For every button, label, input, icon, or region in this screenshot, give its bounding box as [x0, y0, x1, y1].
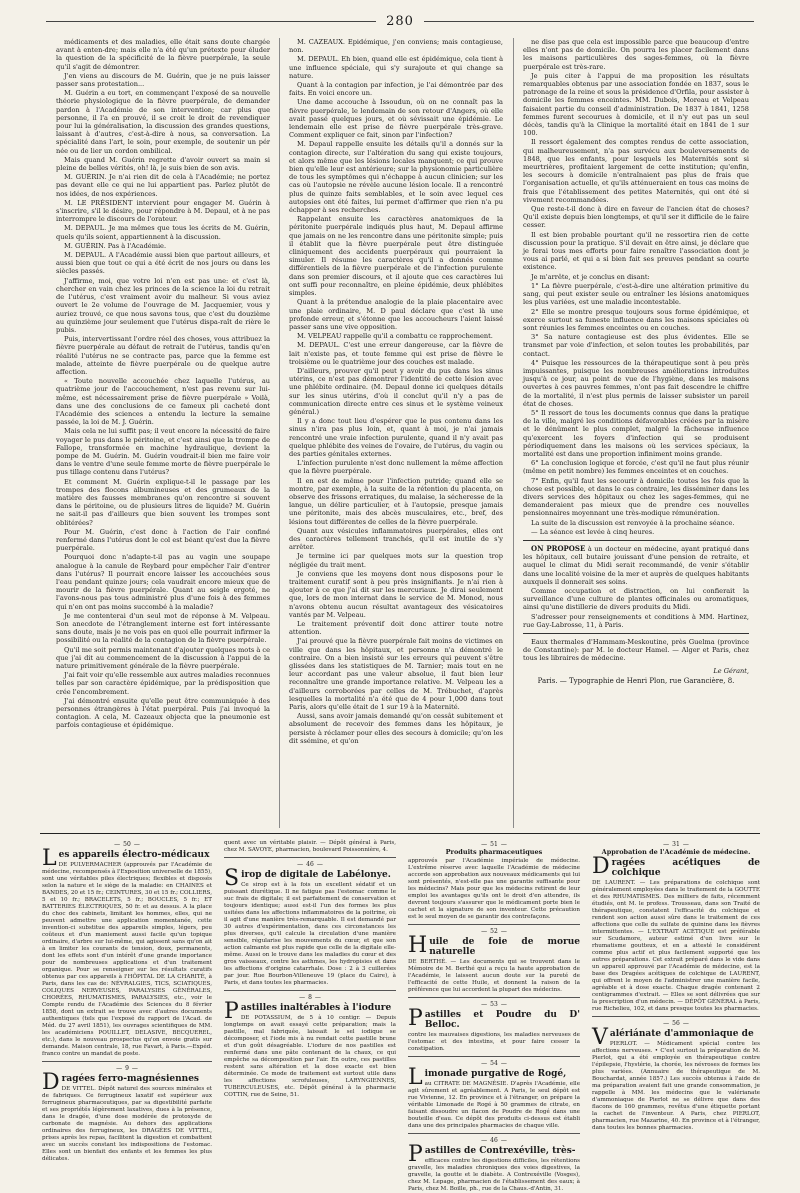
ad-heading	[408, 1006, 580, 1031]
article-paragraph: Et comment M. Guérin explique-t-il le passage par les trompes des flocons albumineuses et des grumeaux de la matière des fausses membranes qu'on rencontre si souvent dans le péritoine, ou de plusieurs litres de liquide? M. Guérin ne sait-il pas d'ailleurs que bien souvent les trompes sont oblitérées?	[56, 477, 270, 527]
article-paragraph: M. DEPAUL. Eh bien, quand elle est épidémique, cela tient à une influence spéciale, qui s'y surajoute et qui change sa nature.	[289, 55, 503, 80]
ad-number: — 31 —	[592, 841, 760, 848]
article-paragraph: Rappelant ensuite les caractères anatomiques de la péritonite puerpérale indiqués plus haut, M. Depaul affirme que jamais on ne les rencontre dans une péritonite simple; puis il établit que la fièvre puerpérale peut être distinguée cliniquement des accidents puerpéraux qui pourraient la simuler. Il résume les caractères qu'il a donnés comme différentiels de la fièvre puerpérale et de l'infection purulente dans son premier discours, et il ajoute que ces caractères lui ont suffi pour reconnaître, en pleine épidémie, deux phlébites simples.	[289, 215, 503, 298]
middle-column	[289, 38, 503, 828]
article-paragraph: 2° Elle se montre presque toujours sous forme épidémique, et exerce surtout sa funeste influence dans les maisons spéciales où sont réunies les femmes enceintes ou en couches.	[523, 307, 749, 332]
ad-heading-text: uile de foie de morue naturelle	[429, 937, 580, 957]
advertisement-column	[408, 840, 580, 1192]
article-paragraph: L'infection purulente n'est donc nullement la même affection que la fièvre puerpérale.	[289, 459, 503, 476]
drop-cap: P	[408, 1006, 423, 1031]
article-paragraph: Puis, intervertissant l'ordre réel des choses, vous attribuez la fièvre puerpérale au défaut de retrait de l'utérus, tandis qu'en réalité l'utérus ne se contracte pas, parce que la femme est malade, atteinte de fièvre puerpérale ou de quelque autre affection.	[56, 335, 270, 376]
drop-cap: L	[42, 846, 57, 871]
ad-text: DE VITTEL. Dépôt naturel des sources minérales et de fabriques. Ce ferrugineux laxatif est supérieur aux ferrugineux pharmaceutiques, par sa digestibilité parfaite et ses propriétés légèrement laxatives, dues à la présence, dans le dragée, d'une dose modérée de protoxyde de carbonate de magnésie. Au dehors des applications ordinaires des ferrugineux, les DRAGÉES DE VITTEL, prises après les repas, facilitent la digestion et combattent avec un succès constant les indispositions de l'estomac. Elles sont un bienfait des enfants et les femmes les plus délicates.	[42, 1086, 212, 1162]
article-paragraph: Je termine ici par quelques mots sur la question trop négligée du trait ment.	[289, 552, 503, 569]
article-paragraph: « Toute nouvelle accouchée chez laquelle l'utérus, au quatrième jour de l'accouchement, n'est pas revenu sur lui-même, est nécessairement prise de fièvre puerpérale » Voilà, dans une des conclusions de ce fameux pli cacheté dont l'Académie des sciences a entendu la lecture la semaine passée, la loi de M. J. Guérin.	[56, 377, 270, 427]
ad-heading	[42, 1070, 212, 1095]
article-paragraph: 6° La conclusion logique et forcée, c'est qu'il ne faut plus réunir (même en petit nombre) les femmes enceintes et en couches.	[523, 459, 749, 476]
article-paragraph: Une dame accouche à Issoudun, où on ne connaît pas la fièvre puerpérale, le lendemain de son retour d'Angers, où elle avait passé quelques jours, et où sévissait une épidémie. Le lendemain elle est prise de fièvre puerpérale très-grave. Comment expliquer ce fait, sinon par l'infection?	[289, 98, 503, 140]
notice-paragraph	[523, 545, 749, 586]
article-paragraph: Mais quand M. Guérin regrette d'avoir ouvert sa main si pleine de belles vérités, oh! là, je suis bien de son avis.	[56, 155, 270, 173]
ad-number: — 51 —	[408, 841, 580, 848]
article-paragraph: Je m'arrête, et je conclus en disant:	[531, 272, 650, 281]
ad-heading-text: ragées ferro-magnésiennes	[61, 1074, 199, 1084]
drop-cap: P	[224, 999, 239, 1024]
notice-text-3: S'adresser pour renseignements et conditions à MM. Hartinez, rue Gay-Labrosse, 11, à Paris.	[523, 612, 749, 629]
ad-heading-text: astilles et Poudre du D' Belloc.	[424, 1010, 580, 1030]
ad-title: Approbation de l'Académie de médecine.	[601, 848, 751, 856]
article-paragraph: M. Guérin a eu tort, en commençant l'exposé de sa nouvelle théorie physiologique de la fièvre puerpérale, de demander pardon à l'Académie de son intervention; car plus que personne, il l'a en prouvé, il se croit le droit de revendiquer pour lui la généralisation, la discussion des grandes questions, laissant à d'autres, c'est-à-dire à nous, sa conversation. La spécialité dans l'art, le soin, pour exemple, de soutenir un pér née ou de lier un cordon ombilical.	[56, 89, 270, 155]
ad-number: — 52 —	[408, 928, 580, 935]
article-paragraph: La suite de la discussion est renvoyée à la prochaine séance.	[531, 518, 735, 527]
article-paragraph: Il y a donc tout lieu d'espérer que le pus contenu dans les sinus n'ira pas plus loin, et, quant à moi, je n'ai jamais rencontré une vraie infection purulente, quand il n'y avait pas quelque phlébite des veines de l'ovaire, de l'utérus, du vagin ou des parties génitales externes.	[289, 417, 503, 458]
article-paragraph: Pourquoi donc n'adapte-t-il pas au vagin une soupape analogue à la canule de Reybard pour empêcher l'air d'entrer dans l'utérus? Il pourrait encore laisser les accouchées sous l'eau pendant quinze jours; cela vaudrait encore mieux que de mourir de la fièvre puerpérale. Quant au seigle ergoté, ne l'avons-nous pas tous administré plus d'une fois à des femmes qui n'en ont pas moins succombé à la maladie?	[56, 553, 270, 611]
advertisement-rule	[40, 833, 760, 834]
ad-divider	[408, 1056, 580, 1057]
ad-heading-text: es appareils électro-médicaux	[58, 850, 210, 860]
ad-text: contre les mauvaises digestions, les maladies nerveuses de l'estomac et des intestins, et pour faire cesser la constipation.	[408, 1032, 580, 1052]
article-paragraph: M. DEPAUL. Je ma mêmes que tous les écrits de M. Guérin, quels qu'ils soient, appartiennent à la discussion.	[56, 224, 270, 241]
ad-number: — 54 —	[408, 1060, 580, 1067]
article-paragraph: ne dise pas que cela est impossible parce que beaucoup d'entre elles n'ont pas de domicile. On pourra les placer facilement dans les maisons particulières des sages-femmes, où la fièvre puerpérale est très-rare.	[523, 38, 749, 71]
ad-heading-text: alériánate d'ammoniaque de	[609, 1029, 754, 1039]
ad-heading-text: astilles inaltérables à l'iodure	[240, 1003, 392, 1013]
article-paragraph: 1° La fièvre puerpérale, c'est-à-dire une altération primitive du sang, qui peut exister seule ou entraîner les lésions anatomiques les plus variées, est une maladie incontestable.	[523, 281, 749, 307]
ad-heading	[592, 854, 760, 879]
drop-cap: D	[42, 1070, 60, 1095]
ad-number: — 50 —	[42, 841, 212, 848]
ad-text: DE PULVERMACHER (approuvés par l'Académie de médecine, recompensés à l'Exposition universelle de 1855), sont une véritables piles électriques; flexibles et disposés selon la nature et le siège de la maladie: en CHAINES et BANDES, 20 et 15 fr.; CEINTURES, 30 et 15 fr.; COLLIERS, 5 et 10 fr.; BRACELETS, 5 fr.; BOUCLES, 5 fr.; ET BATTERIES ÉLECTRIQUES, 50 fr. et au dessus. A la place du choc des cabinets, limitant les hommes, elles, qui ne peuvent admettre une application momentanée, cette invention-ci substitue des appareils simples, légers, peu coûteux et d'un maniement aussi facile qu'un topique ordinaire, d'arbre sur lui-même, qui agissent sans qu'on ait à en limiter les courants de tension, doux, permanents, dont les effets sont d'un intérêt d'une grande importance pour de nombreuses applications et d'un traitement organique. Pour se renseigner sur les résultats curatifs obtenus par ces appareils à l'HÔPITAL DE LA CHARITÉ, à Paris, dans les cas de: NÉVRALGIES, TICS, SCIATIQUES, COLIQUES NERVEUSES, PARALYSIES GÉNÉRALES, CHORÉES, RHUMATISMES, PARALYSIES, etc., voir le Compte rendu de l'Académie des Sciences du 8 février 1858, dont un extrait se trouve avec d'autres documents authentiques (tels que l'exposé du rapport de l'Acad. de Méd. du 27 avril 1851), les ouvrages scientifiques de MM. les académiciens POUILLET, DELASIVE, BECQUEREL, etc.), dans le nouveau prospectus qu'on envoie gratis sur demande. Maison centrale, 18, rue Favart, à Paris.—Expéd. franco contre un mandat de poste.	[42, 862, 212, 1057]
ad-heading	[224, 866, 396, 891]
notice-title: ON PROPOSE	[531, 543, 586, 553]
advertisement-column	[592, 840, 760, 1180]
article-paragraph: Quant à la prétendue analogie de la plaie placentaire avec une plaie ordinaire, M. D paul déclare que c'est là une profonde erreur, et s'étonne que les accoucheurs l'aient laissé passer sans une vive opposition.	[289, 298, 503, 331]
drop-cap: S	[224, 866, 240, 891]
ad-text: DE POTASSIUM, de 5 à 10 centigr. — Depuis longtemps on avait essayé cette préparation; mais la pastille, mal fabriquée, laissait le sel iodique se décomposer, et l'iode mis à nu rendait cette pastille brune et d'un goût désagréable. L'iodure de nos pastilles est renfermé dans une pâte contenant de la chaux, ce qui empêche sa décomposition par l'air. En outre, ces pastilles restent sans altération et la dose exacte est bien déterminée. Ce mode de traitement est surtout utile dans les affections scrofuleuses, LARYNGIENNES, TUBERCULEUSES, etc. Dépôt général à la pharmacie COTTIN, rue de Seine, 51.	[224, 1015, 396, 1098]
ad-title: Produits pharmaceutiques	[445, 848, 543, 856]
ad-divider	[224, 990, 396, 991]
section-divider	[523, 633, 749, 634]
article-paragraph: J'ai démontré ensuite qu'elle peut être communiquée à des personnes étrangères à l'état puerpéral. Puis j'ai invoqué la contagion. A cela, M. Cazeaux objecta que la pneumonie est parfois contagieuse et épidémique.	[56, 696, 270, 730]
article-paragraph: Le traitement préventif doit donc attirer toute notre attention.	[289, 620, 503, 637]
ad-number: — 46 —	[224, 861, 396, 868]
article-paragraph: Je conviens que les moyens dont nous disposons pour le traitement curatif sont à peu près insignifiants. Je n'ai rien à ajouter à ce que j'ai dit sur les mercuriaux. Je dirai seulement que, lors de mon internat dans le service de M. Monod, nous n'avons obtenu aucun résultat avantageux des vésicatoires vantés par M. Velpeau.	[289, 569, 503, 619]
article-paragraph: Il est bien probable pourtant qu'il ne ressortira rien de cette discussion pour la pratique. S'il devait en être ainsi, je déclare que je ferai tous mes efforts pour faire renaître l'association dont je vous ai parlé, et qui a si bien fait ses preuves pendant sa courte existence.	[523, 230, 749, 272]
page-number: 280	[0, 14, 800, 29]
section-divider	[523, 540, 749, 541]
article-paragraph: Pour M. Guérin, c'est donc à l'action de l'air confiné renfermé dans l'utérus dont le col est béant qu'est due la fièvre puerpérale.	[56, 527, 270, 553]
advertisement-column	[42, 840, 212, 1180]
ad-number: — 8 —	[224, 994, 396, 1001]
ad-heading	[408, 1065, 580, 1090]
notice-text: à un docteur en médecine, ayant pratiqué dans les hôpitaux, cell butaire jouissant d'une pension de retraite, et auquel le climat du Midi serait recommandé, de venir s'établir dans une localité voisine de la mer et auprès de quelques habitants auxquels il donnerait ses soins.	[523, 544, 749, 586]
article-paragraph: Que reste-t-il donc à dire en faveur de l'ancien état de choses? Qu'il existe depuis bien longtemps, et qu'il ser it difficile de le faire cesser.	[523, 205, 749, 230]
ad-text: au CITRATE DE MAGNÉSIE. D'après l'Académie, elle agit sûrement et agréablement. A Paris, le seul dépôt est rue Vivienne, 12. En province et à l'étranger, on prépare la véritable Limonade de Rogé à 50 grammes de citrate, en faisant dissoudre un flacon de Poudre de Rogé dans une bouteille d'eau. Ce dépôt des produits ci-dessus est établi dans une des principales pharmacies de chaque ville.	[408, 1081, 580, 1129]
article-paragraph: J'en viens au discours de M. Guérin, que je ne puis laisser passer sans protestation...	[56, 71, 270, 89]
notice-text-2: Comme occupation et distraction, on lui confierait la surveillance d'une culture de plantes officinales ou aromatiques, ainsi qu'une distillerie de divers produits du Midi.	[523, 587, 749, 612]
ad-divider	[408, 1133, 580, 1134]
ad-heading	[42, 846, 212, 871]
article-paragraph: M. LE PRÉSIDENT intervient pour engager M. Guérin à s'inscrire, s'il le désire, pour répondre à M. Depaul, et à ne pas interrompre le discours de l'orateur.	[56, 198, 270, 224]
article-paragraph: Mais cela ne lui suffit pas; il veut encore la nécessité de faire voyager le pus dans le péritoine, et c'est ainsi que la trompe de Fallope, transformée en machine hydraulique, devient la pompe de M. Guérin. M. Guérin voudrait-il bien me faire voir dans le ventre d'une seule femme morte de fièvre puerpérale le pus tillage contenu dans l'utérus?	[56, 427, 270, 477]
ad-divider	[42, 1061, 212, 1062]
article-paragraph: médicaments et des maladies, elle était sans doute chargée avant à enten-dre; mais elle n'a été qu'un prétexte pour éluder la question de la spécificité de la fièvre puerpérale, la seule qu'il s'agit de démontrer.	[56, 38, 270, 71]
article-paragraph: 4° Puisque les ressources de la thérapeutique sont à peu près impuissantes, puisque les nombreuses améliorations introduites jusqu'à ce jour, au point de vue de l'hygiène, dans les maisons ouvertes à ces pauvres femmes, n'ont pas fait descendre le chiffre de la mortalité, il n'est plus permis de laisser subsister un pareil état de choses.	[523, 358, 749, 408]
article-paragraph: Je puis citer à l'appui de ma proposition les résultats remarquables obtenus par une association fondée en 1837, sous le patronage de la reine et sous la présidence d'Orfila, pour assister à domicile les femmes enceintes. MM. Dubois, Moreau et Velpeau faisaient partie du conseil d'administration. De 1837 à 1841, 1258 femmes furent secourues à domicile, et il n'y eut pas un seul décès, tandis qu'à la Clinique la mortalité était en 1841 de 1 sur 100.	[523, 71, 749, 138]
ad-text: Ce sirop est à la fois un excellent sédatif et un puissant diurétique. Il ne fatigue pas l'estomac comme le suc frais de digitale; il est parfaitement de conservation et toujours identique; aussi est-il l'un des formes les plus usitées dans les affections inflammatoires de la poitrine, où il agit d'une manière très-remarquable. Il est demandé par 30 autres d'expérimentation, dans ces circonstances les plus diverses, qu'il calcule la circulation d'une manière sensible, régularise les mouvements du cœur, et que son action calmante est plus rapide que celle de la digitale elle-même. Aussi on le trouve dans les maladies du cœur et des gros vaisseaux, contre les asthmes, les hydropisies et dans les affections d'origine catarrhale. Dose : 2 à 3 cuillerées par jour. Rue Bourbon-Villeneuve 19 (place du Caire), à Paris, et dans toutes les pharmacies.	[224, 882, 396, 986]
ad-divider	[408, 997, 580, 998]
eaux-notice: Eaux thermales d'Hammam-Meskoutine, près Guelma (province de Constantine): par M. le docteur Hamel. — Alger et Paris, chez tous les libraires de médecine.	[523, 638, 749, 663]
article-paragraph: J'ai fait voir qu'elle ressemble aux autres maladies reconnues telles par son caractère épidémique, par la prédisposition que crée l'encombrement.	[56, 671, 270, 696]
ad-heading	[224, 999, 396, 1024]
ad-text: DE BERTHÉ. — Les documents qui se trouvent dans le Mémoire de M. Berthé qui a reçu la haute approbation de l'Académie, le laissent aucun doute sur la pureté de l'efficacité de cette Huile, et donnent la raison de la préférence que lui accordent la plupart des médecins.	[408, 959, 580, 993]
article-paragraph: M. GUÉRIN. Je n'ai rien dit de cela à l'Académie; ne portez pas devant elle ce qui ne lui appartient pas. Parlez plutôt de nos idées, de nos expériences.	[56, 173, 270, 198]
ad-divider	[224, 857, 396, 858]
ad-text: PIERLOT. — Médicament spécial contre les affections nerveuses. • C'est surtout la préparation de M. Pierlot, qui a été employée en thérapeutique contre l'épilepsie, l'hystérie, la chorée, les névroses de formes les plus variées. (Annuaire de thérapeutique de M. Bouchardat, année 1857.) Les succès obtenus à l'aide de ma préparation avaient fait une grande consommation, je rappelle à MM. les médecins que le valérianate d'ammoniaque de Pierlot ne se délivre que dans des flacons de 160 grammes, revêtus d'une étiquette portant la cachet de l'inventeur. A Paris, chez PIERLOT, pharmacien, rue Mazarine, 40. En province et à l'étranger, dans toutes les bonnes pharmacies.	[592, 1041, 760, 1131]
article-paragraph: 7° Enfin, qu'il faut les secourir à domicile toutes les fois que la chose est possible, et dans le cas contraire, les disséminer dans les divers services des hôpitaux ou chez les sages-femmes, qui ne demanderaient pas mieux que de prendre ces nouvelles pensionnaires moyennant une très-modique rémunération.	[523, 476, 749, 518]
ad-heading-text: imonade purgative de Rogé,	[424, 1069, 567, 1079]
article-paragraph: D'ailleurs, prouver qu'il peut y avoir du pus dans les sinus utérins, ce n'est pas démontrer l'identité de cette lésion avec une phlébite ordinaire. (M. Depaul donne ici quelques détails sur les sinus utérins, d'où il conclut qu'il n'y a pas de communication directe entre ces sinus et le système veineux général.)	[289, 366, 503, 416]
drop-cap: L	[408, 1065, 423, 1090]
article-paragraph: Qu'il me soit permis maintenant d'ajouter quelques mots à ce que j'ai dit au commencement de la discussion à l'appui de la nature primitivement générale de la fièvre puerpérale.	[56, 645, 270, 671]
ad-divider	[592, 1016, 760, 1017]
signoff	[523, 667, 749, 685]
article-paragraph: 3° Sa nature contagieuse est des plus évidentes. Elle se transmet par voie d'infection, et selon toutes les probabilités, par contact.	[523, 333, 749, 358]
article-paragraph: M. VELPEAU rappelle qu'il a combattu ce rapprochement.	[297, 332, 493, 341]
article-paragraph: M. Depaul rappelle ensuite les détails qu'il a donnés sur la contagion directe, sur l'altération du sang qui existe toujours, et alors même que les lésions locales manquent; ce qui prouve bien qu'elle leur est antérieure; sur la physionomie particulière de tous les symptômes qui n'échappe à aucun clinicien; sur les cas où l'autopsie ne révèle aucune lésion locale. Il a rencontré plus de quinze faits semblables, et le soin avec lequel ces autopsies ont été faites, lui permet d'affirmer que rien n'a pu échapper à ses recherches.	[289, 140, 503, 215]
article-paragraph: Il en est de même pour l'infection putride; quand elle se montre, par exemple, à la suite de la rétention du placenta, on observe des frissons erratiques, du malaise, la sécheresse de la langue, un délire particulier, et à l'autopsie, presque jamais une péritonite, mais des abcès musculaires, etc., bref, des lésions tout différentes de celles de la fièvre puerpérale.	[289, 476, 503, 526]
ad-heading	[592, 1025, 760, 1050]
left-column	[56, 38, 270, 828]
ad-heading-text: ragées acétiques de colchique	[611, 858, 760, 878]
right-column-text	[523, 38, 749, 536]
ad-number: — 56 —	[592, 1020, 760, 1027]
drop-cap: H	[408, 933, 428, 958]
article-paragraph: J'affirme, moi, que votre loi n'en est pas une: et c'est là, chercher en vain chez les princes de la science la loi du retrait de l'utérus, c'est vraiment avoir du malheur. Si vous aviez ouvert le 2e volume de l'ouvrage de M. Jacquemier, vous y auriez trouvé, ce que nous savons tous, que c'est du douzième au quinzième jour seulement que l'utérus dispa-raît de rière le pubis.	[56, 276, 270, 334]
article-paragraph: M. DEPAUL. C'est une erreur dangereuse, car la fièvre de lait n'existe pas, et toute femme qui est prise de fièvre le troisième ou le quatrième jour des couches est malade.	[289, 341, 503, 366]
article-paragraph: Je me contenterai d'un seul mot de réponse à M. Velpeau. Son anecdote de l'étranglement interne est fort intéressante sans doute, mais je ne vois pas en quoi elle pourrait infirmer la possibilité ou la réalité de la contagion de la fièvre puerpérale.	[56, 611, 270, 645]
drop-cap: D	[592, 854, 610, 879]
article-paragraph: Il ressort également des comptes rendus de cette association, qui malheureusement, n'a pas survécu aux bouleversements de 1848, que les enfants, pour lesquels les Maternités sont si meurtrières, profitaient largement de cette institution; qu'enfin, les secours à domicile n'entraînaient pas plus de frais que l'organisation actuelle, et qu'ils atténueraient en tous cas moins de frais que l'établissement des petites Maternités, qui ont été si vivement recommandées.	[523, 138, 749, 204]
ad-heading	[408, 1142, 580, 1167]
ad-heading-text: irop de digitale de Labélonye.	[241, 870, 391, 880]
ad-heading	[408, 933, 580, 958]
gerant-signature: Le Gérant,	[713, 666, 749, 675]
ad-text: quent avec un véritable plaisir. — Dépôt général à Paris, chez M. SAVOYE, pharmacien, boulevard Poissonnière, 4.	[224, 840, 396, 853]
drop-cap: V	[592, 1025, 608, 1050]
article-paragraph: 5° Il ressort de tous les documents connus que dans la pratique de la ville, malgré les conditions défavorables créées par la misère et le dénûment le plus complet, malgré la fâcheuse influence qu'exercent les foyers d'infection qui se produisent périodiquement dans les maisons où les services spéciaux, la mortalité est dans une proportion infiniment moins grande.	[523, 408, 749, 458]
ad-text: efficaces contre les digestions difficiles, les rétentions gravelle, les maladies chroniques des voies digestives, la gravelle, la goutte et le diabète. A Contrexéville (Vosges), chez M. Lepage, pharmacien de l'établissement des eaux; à Paris, chez M. Boille, ph., rue de la Chaus.-d'Antin, 31.	[408, 1158, 580, 1192]
column-rule	[513, 38, 514, 828]
article-paragraph: Aussi, sans avoir jamais demandé qu'on cessât subitement et absolument de recevoir des femmes dans les hôpitaux, je persiste à réclamer pour elles des secours à domicile; qu'on les dit ssémine, et qu'on	[289, 712, 503, 745]
article-paragraph: Quant aux vésicules inflammatoires puerpérales, elles ont des caractères tellement tranchés, qu'il est inutile de s'y arrêter.	[289, 526, 503, 552]
ad-number: — 53 —	[408, 1001, 580, 1008]
ad-number: — 9 —	[42, 1065, 212, 1072]
article-paragraph: — La séance est levée à cinq heures.	[531, 527, 655, 536]
ad-text: DE LAURENT. — Les préparations de colchique sont généralement employées dans le traitement de la GOUTTE et des RHUMATISMES. Des milliers de faits, récemment étudiés, ont M. le profess. Trousseau, dans son Traité de thérapeutique, constatent l'efficacité du colchique et rendent son action aussi sûre dans le traitement de ces affections que celle du sulfate de quinine dans les fièvres intermittentes. — L'EXTRAIT ACÉTIQUE est préférable sur Scudamore, auteur estimé d'un livre sur le rhumatisme goutteux, et en a attesté le considérent comme plus actif et plus facilement supporté que les autres préparations. Cet extrait préparé dans le vide dans un appareil approuvé par l'Académie de médecine, est la base des Dragées acétiques de colchique de LAURENT, qui offrent le moyen de l'administrer une manière facile, agréable et à dose exacte. Chaque dragée contenant 2 centigrammes d'extrait. — Elles se sont délivrées que sur la prescription d'un médecin. — DÉPÔT GÉNÉRAL à Paris, rue Richelieu, 102, et dans presque toutes les pharmacies.	[592, 880, 760, 1012]
ad-divider	[408, 924, 580, 925]
ad-text: approuvés par l'Académie impériale de médecine. L'extrême réserve avec laquelle l'Académie de médecine accorde son approbation aux nouveaux médicaments qui lui sont présentés, n'est-elle pas une garantie suffisante pour les médecins? Mais pour que les médecins retirent de leur emploi les avantages qu'ils ont le droit d'en attendre, ils devront toujours s'assurer que le médicament porte bien le cachet et la signature de son inventeur. Cette précaution est le seul moyen de se garantir des contrefaçons.	[408, 858, 580, 920]
ad-number: — 46 —	[408, 1137, 580, 1144]
advertisement-column	[224, 840, 396, 1180]
article-paragraph: M. CAZEAUX. Epidémique, j'en conviens; mais contagieuse, non.	[289, 38, 503, 55]
article-paragraph: M. GUÉRIN. Pas à l'Académie.	[64, 241, 167, 250]
article-paragraph: J'ai prouvé que la fièvre puerpérale fait moins de victimes en ville que dans les hôpitaux, et personne n'a démontré le contraire. On a bien insisté sur les erreurs qui peuvent s'être glissées dans les statistiques de M. Tarnier; mais tout en ne leur accordant pas une valeur absolue, il faut bien leur reconnaître une grande importance relative. M. Velpeau les a d'ailleurs corroborées par celles de M. Trébuchet, d'après lesquelles la mortalité n'a été que de 4 pour 1,000 dans tout Paris, alors qu'elle était de 1 sur 19 à la Maternité.	[289, 637, 503, 712]
ad-heading-text: astilles de Contrexéville, très-	[424, 1146, 576, 1156]
column-rule	[279, 38, 280, 828]
imprint-line: Paris. — Typographie de Henri Plon, rue Garancière, 8.	[537, 676, 735, 685]
article-paragraph: Quant à la contagion par infection, je l'ai démontrée par des faits. En voici encore un.	[289, 81, 503, 98]
right-column	[523, 38, 749, 828]
drop-cap: P	[408, 1142, 423, 1167]
article-paragraph: M. DEPAUL. A l'Académie aussi bien que partout ailleurs, et aussi bien que tout ce qui a été écrit de nos jours ou dans les siècles passés.	[56, 251, 270, 276]
